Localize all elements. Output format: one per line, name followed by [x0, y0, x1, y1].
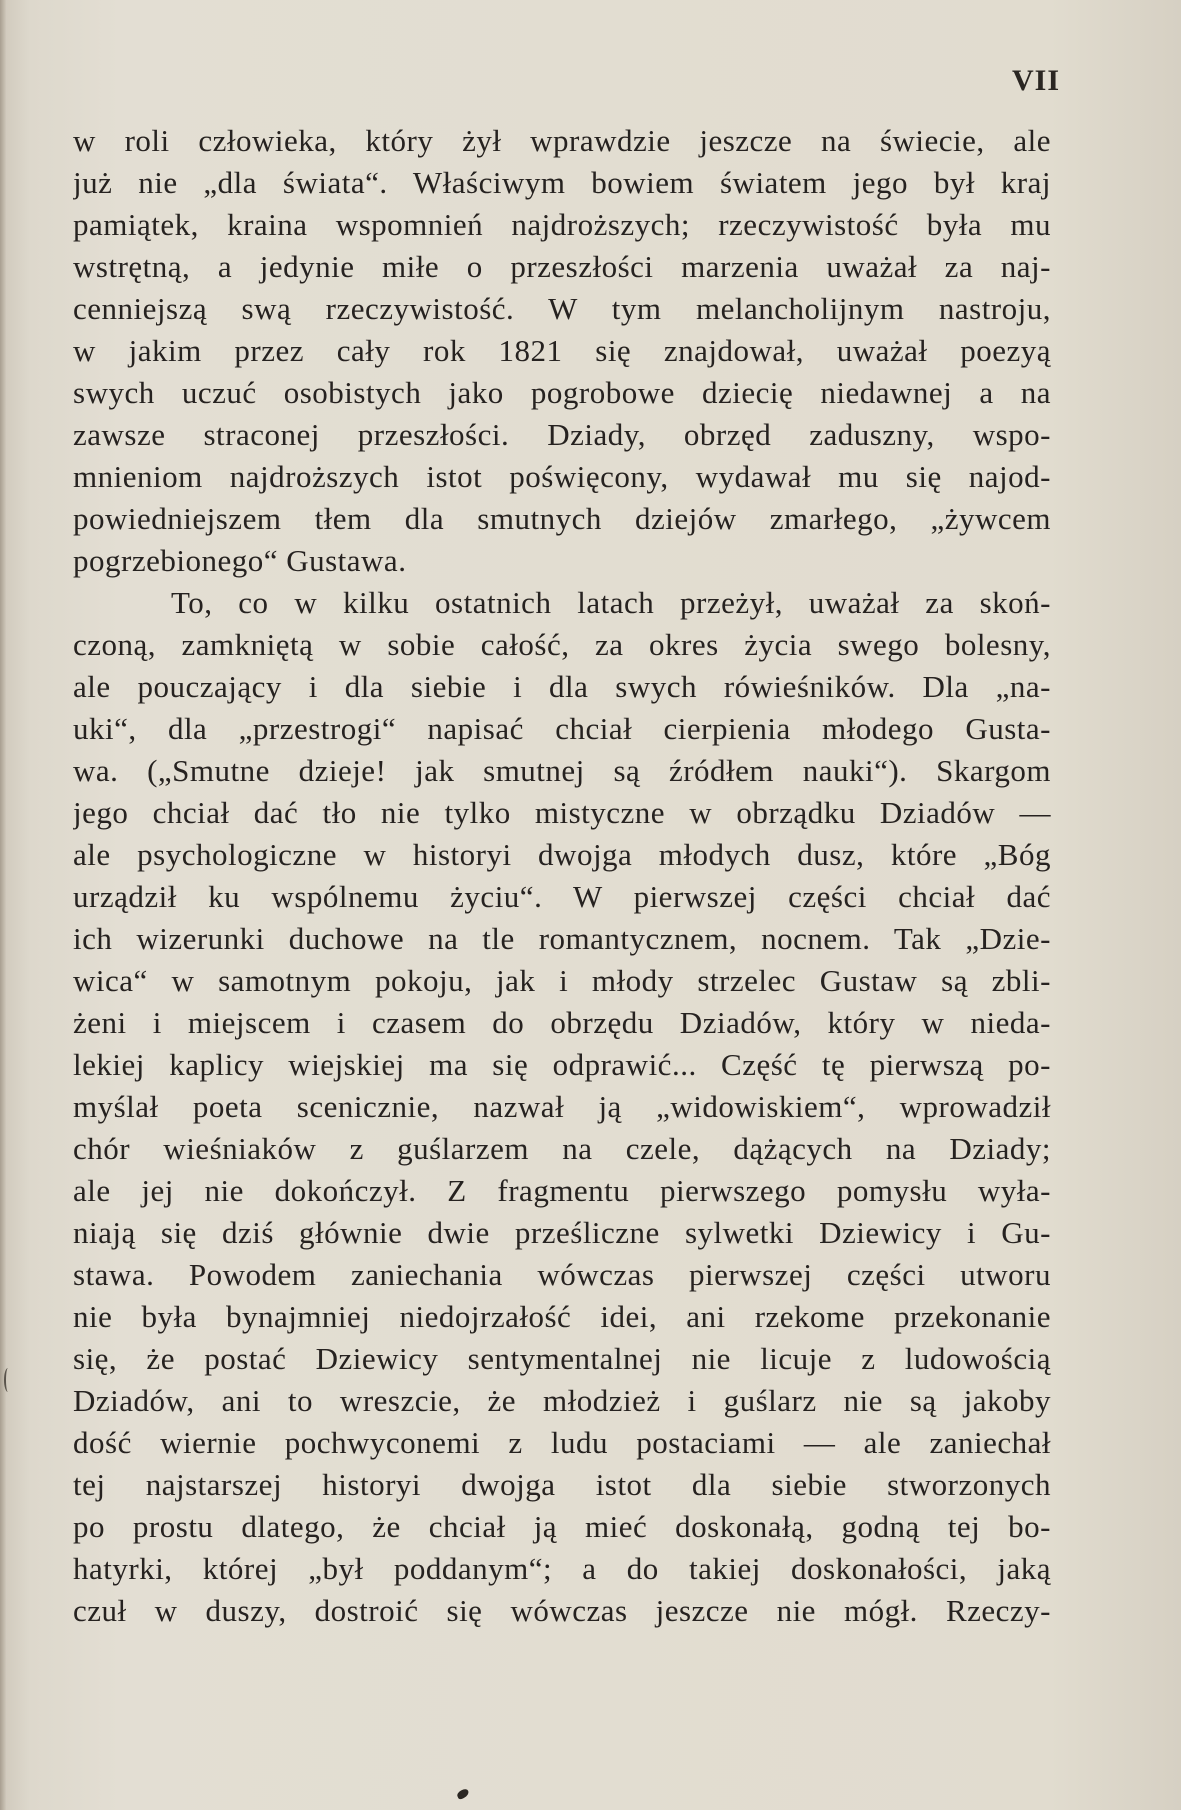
- text-line: już nie „dla świata“. Właściwym bowiem światem jego był kraj: [73, 165, 1051, 200]
- ink-speck: [456, 1788, 470, 1800]
- text-line: pogrzebionego“ Gustawa.: [73, 543, 407, 578]
- text-line: żeni i miejscem i czasem do obrzędu Dziadów, który w nieda-: [73, 1005, 1051, 1040]
- text-line: jego chciał dać tło nie tylko mistyczne w obrządku Dziadów —: [73, 795, 1051, 830]
- page-number: VII: [1011, 64, 1060, 97]
- text-line: zawsze straconej przeszłości. Dziady, obrzęd zaduszny, wspo-: [73, 417, 1051, 452]
- text-line: czoną, zamkniętą w sobie całość, za okres życia swego bolesny,: [73, 627, 1051, 662]
- text-line: Dziadów, ani to wreszcie, że młodzież i guślarz nie są jakoby: [73, 1383, 1051, 1418]
- text-line: ale psychologiczne w historyi dwojga młodych dusz, które „Bóg: [73, 837, 1051, 872]
- text-line: lekiej kaplicy wiejskiej ma się odprawić... Część tę pierwszą po-: [73, 1047, 1051, 1082]
- text-line: cenniejszą swą rzeczywistość. W tym melancholijnym nastroju,: [73, 291, 1051, 326]
- text-line: powiedniejszem tłem dla smutnych dziejów zmarłego, „żywcem: [73, 501, 1051, 536]
- text-line: To, co w kilku ostatnich latach przeżył, uważał za skoń-: [171, 585, 1051, 620]
- text-line: po prostu dlatego, że chciał ją mieć doskonałą, godną tej bo-: [73, 1509, 1051, 1544]
- text-line: pamiątek, kraina wspomnień najdroższych; rzeczywistość była mu: [73, 207, 1051, 242]
- text-line: niają się dziś głównie dwie prześliczne sylwetki Dziewicy i Gu-: [73, 1215, 1051, 1250]
- text-line: czuł w duszy, dostroić się wówczas jeszcze nie mógł. Rzeczy-: [73, 1593, 1051, 1628]
- text-line: myślał poeta scenicznie, nazwał ją „widowiskiem“, wprowadził: [73, 1089, 1051, 1124]
- text-line: ale pouczający i dla siebie i dla swych rówieśników. Dla „na-: [73, 669, 1051, 704]
- text-line: wstrętną, a jedynie miłe o przeszłości marzenia uważał za naj-: [73, 249, 1051, 284]
- margin-mark: [4, 1368, 12, 1392]
- text-line: tej najstarszej historyi dwojga istot dla siebie stworzonych: [73, 1467, 1051, 1502]
- text-line: w jakim przez cały rok 1821 się znajdował, uważał poezyą: [73, 333, 1051, 368]
- body-text: [73, 120, 1051, 1632]
- text-line: swych uczuć osobistych jako pogrobowe dziecię niedawnej a na: [73, 375, 1051, 410]
- text-line: wa. („Smutne dzieje! jak smutnej są źródłem nauki“). Skargom: [73, 753, 1051, 788]
- text-line: hatyrki, której „był poddanym“; a do takiej doskonałości, jaką: [73, 1551, 1051, 1586]
- page-binding-edge: [0, 0, 6, 1810]
- text-line: nie była bynajmniej niedojrzałość idei, ani rzekome przekonanie: [73, 1299, 1051, 1334]
- text-line: dość wiernie pochwyconemi z ludu postaciami — ale zaniechał: [73, 1425, 1051, 1460]
- text-line: uki“, dla „przestrogi“ napisać chciał cierpienia młodego Gusta-: [73, 711, 1051, 746]
- text-line: wica“ w samotnym pokoju, jak i młody strzelec Gustaw są zbli-: [73, 963, 1051, 998]
- text-line: w roli człowieka, który żył wprawdzie jeszcze na świecie, ale: [73, 123, 1051, 158]
- text-line: stawa. Powodem zaniechania wówczas pierwszej części utworu: [73, 1257, 1051, 1292]
- text-line: ich wizerunki duchowe na tle romantycznem, nocnem. Tak „Dzie-: [73, 921, 1051, 956]
- text-line: chór wieśniaków z guślarzem na czele, dążących na Dziady;: [73, 1131, 1051, 1166]
- text-line: się, że postać Dziewicy sentymentalnej nie licuje z ludowością: [73, 1341, 1051, 1376]
- text-line: ale jej nie dokończył. Z fragmentu pierwszego pomysłu wyła-: [73, 1173, 1051, 1208]
- text-line: urządził ku wspólnemu życiu“. W pierwszej części chciał dać: [73, 879, 1051, 914]
- text-line: mnieniom najdroższych istot poświęcony, wydawał mu się najod-: [73, 459, 1051, 494]
